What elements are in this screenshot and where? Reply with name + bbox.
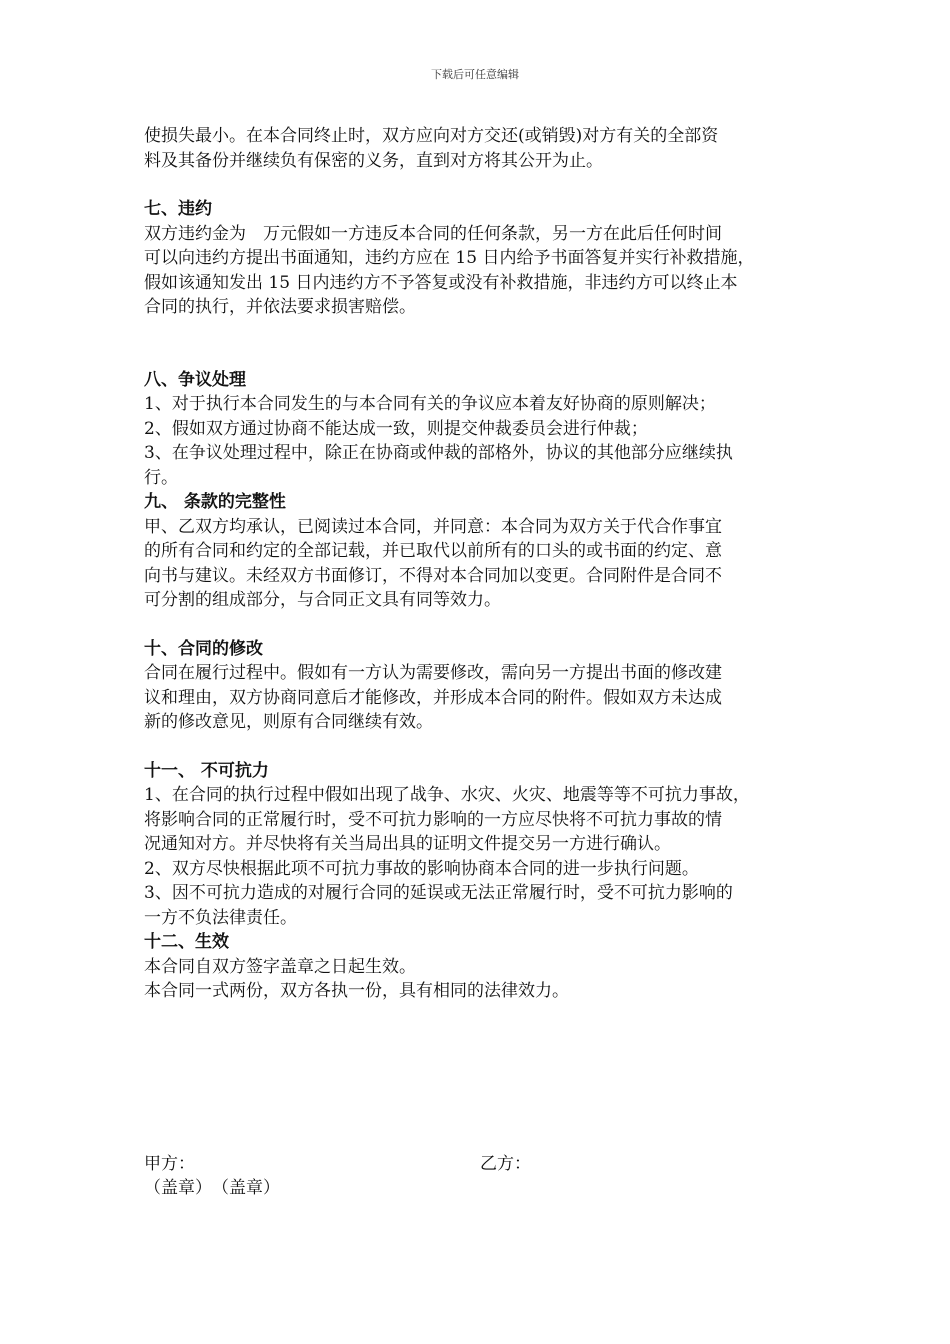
intro-line: 料及其备份并继续负有保密的义务，直到对方将其公开为止。: [144, 150, 603, 171]
section-line: 将影响合同的正常履行时，受不可抗力影响的一方应尽快将不可抗力事故的情: [144, 809, 722, 830]
section-line: 1、在合同的执行过程中假如出现了战争、水灾、火灾、地震等等不可抗力事故，: [144, 785, 750, 805]
section-line: 3、在争议处理过程中，除正在协商或仲裁的部格外，协议的其他部分应继续执: [144, 443, 733, 463]
section-line: 2、双方尽快根据此项不可抗力事故的影响协商本合同的进一步执行问题。: [144, 858, 699, 879]
section-heading-amendment: 十、合同的修改: [144, 638, 263, 659]
contract-body: [144, 124, 824, 1201]
party-a-label: 甲方：: [144, 1153, 195, 1174]
section-line: 假如该通知发出 15 日内违约方不予答复或没有补救措施，非违约方可以终止本: [144, 272, 738, 293]
section-line: 本合同自双方签字盖章之日起生效。: [144, 956, 416, 977]
section-line: 向书与建议。未经双方书面修订，不得对本合同加以变更。合同附件是合同不: [144, 565, 722, 586]
section-line: 合同在履行过程中。假如有一方认为需要修改，需向另一方提出书面的修改建: [144, 663, 722, 683]
section-line: 一方不负法律责任。: [144, 907, 297, 928]
section-line: 双方违约金为 万元假如一方违反本合同的任何条款，另一方在此后任何时间: [144, 223, 722, 244]
section-line: 议和理由，双方协商同意后才能修改，并形成本合同的附件。假如双方未达成: [144, 687, 722, 708]
section-line: 新的修改意见，则原有合同继续有效。: [144, 712, 433, 732]
section-line: 况通知对方。并尽快将有关当局出具的证明文件提交另一方进行确认。: [144, 834, 671, 854]
section-heading-dispute: 八、争议处理: [144, 369, 246, 390]
section-heading-breach: 七、违约: [144, 199, 212, 219]
seal-labels: （盖章） （盖章）: [144, 1178, 280, 1198]
section-line: 2、假如双方通过协商不能达成一致，则提交仲裁委员会进行仲裁；: [144, 418, 648, 439]
section-line: 可分割的组成部分，与合同正文具有同等效力。: [144, 590, 501, 610]
section-line: 可以向违约方提出书面通知，违约方应在 15 日内给予书面答复并实行补救措施，: [144, 248, 755, 268]
section-line: 行。: [144, 467, 178, 488]
section-line: 1、对于执行本合同发生的与本合同有关的争议应本着友好协商的原则解决；: [144, 394, 716, 414]
party-b-label: 乙方：: [480, 1153, 531, 1174]
section-heading-force-majeure: 十一、 不可抗力: [144, 760, 269, 781]
section-line: 的所有合同和约定的全部记载，并已取代以前所有的口头的或书面的约定、意: [144, 541, 722, 561]
section-line: 本合同一式两份，双方各执一份，具有相同的法律效力。: [144, 981, 569, 1001]
section-heading-effect: 十二、生效: [144, 932, 229, 952]
section-heading-integrity: 九、 条款的完整性: [144, 492, 286, 512]
section-line: 甲、乙双方均承认，已阅读过本合同，并同意：本合同为双方关于代合作事宜: [144, 516, 722, 537]
signature-row: [144, 1152, 824, 1177]
page-header-note: 下载后可任意编辑: [431, 68, 519, 81]
section-line: 3、因不可抗力造成的对履行合同的延误或无法正常履行时，受不可抗力影响的: [144, 883, 733, 903]
intro-line: 使损失最小。在本合同终止时，双方应向对方交还(或销毁)对方有关的全部资: [144, 126, 719, 146]
section-line: 合同的执行，并依法要求损害赔偿。: [144, 297, 416, 317]
